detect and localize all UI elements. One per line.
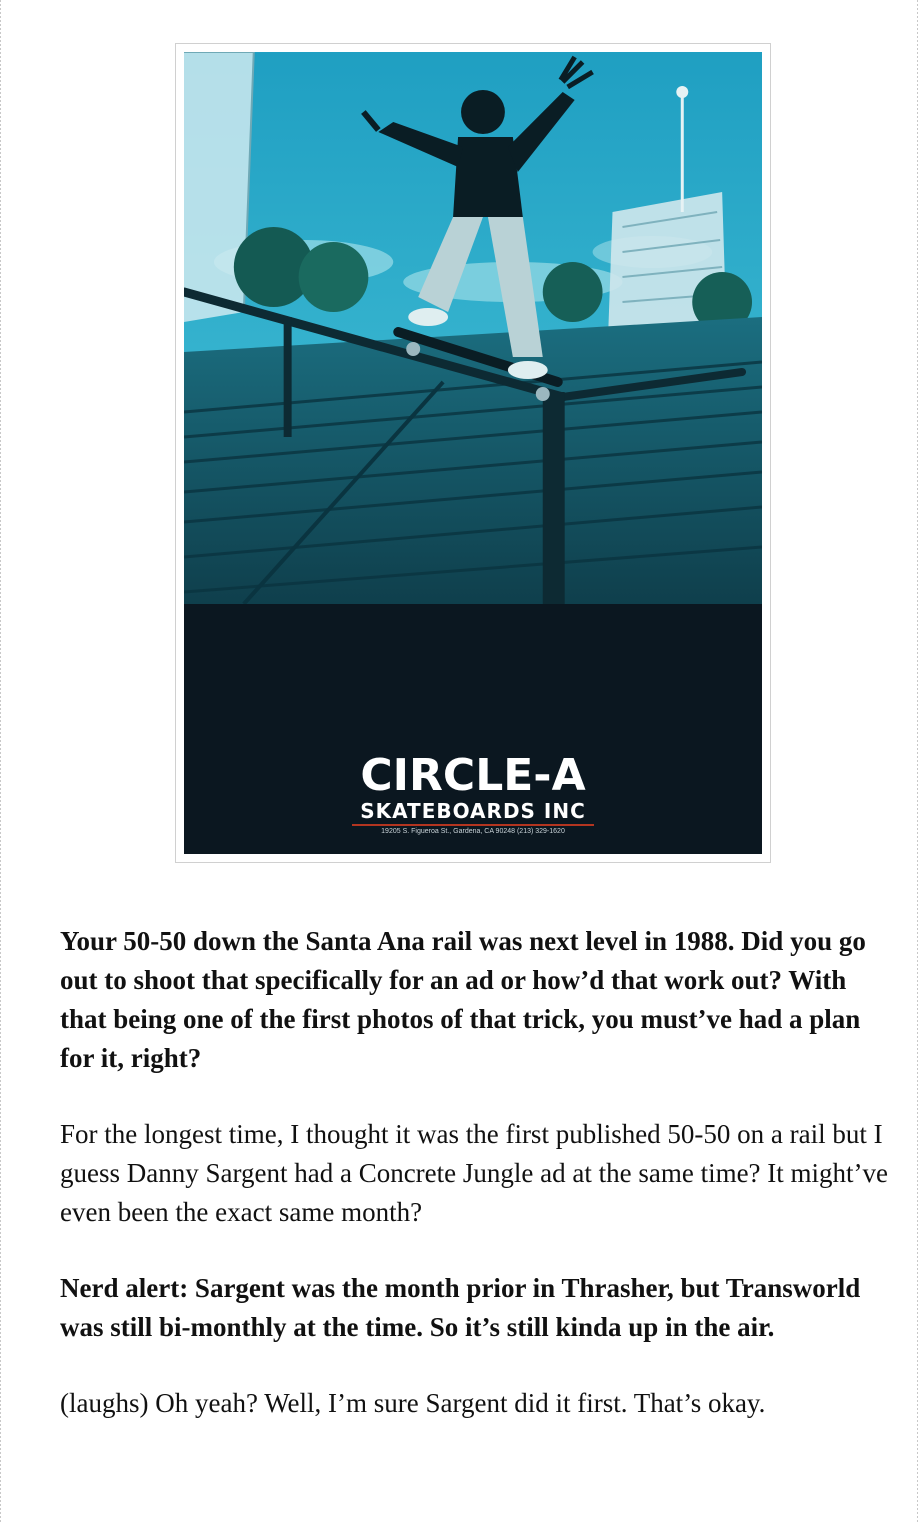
- circle-a-ad-image: [175, 43, 771, 863]
- brand-block: [184, 752, 762, 838]
- page-border-left: [0, 0, 1, 1522]
- skater-rail-photo: [184, 52, 762, 604]
- brand-address: 19205 S. Figueroa St., Gardena, CA 90248 (213) 329-1620: [381, 828, 565, 835]
- brand-subtitle: SKATEBOARDS INC: [352, 800, 594, 826]
- interview-question-1: Your 50-50 down the Santa Ana rail was next level in 1988. Did you go out to shoot that specifically for an ad or how’d that work out? With that being one of the first photos of that trick, you must’ve had a plan for it, right?: [60, 926, 866, 1073]
- brand-title: CIRCLE-A: [360, 750, 586, 801]
- interview-answer-2: (laughs) Oh yeah? Well, I’m sure Sargent did it first. That’s okay.: [60, 1388, 766, 1418]
- interview-question-2: Nerd alert: Sargent was the month prior in Thrasher, but Transworld was still bi-monthly at the time. So it’s still kinda up in the air.: [60, 1273, 861, 1342]
- interview-text: [60, 922, 890, 1460]
- interview-answer-1: For the longest time, I thought it was the first published 50-50 on a rail but I guess Danny Sargent had a Concrete Jungle ad at the same time? It might’ve even been the exact same month?: [60, 1119, 889, 1227]
- ad-artwork: [184, 52, 762, 854]
